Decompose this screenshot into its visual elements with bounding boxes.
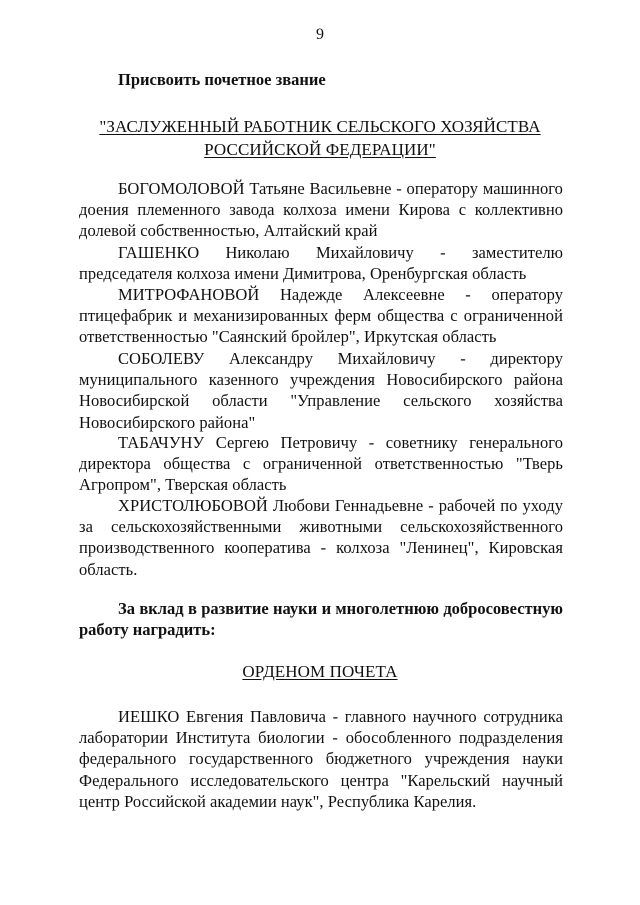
- award-entry-bogomolova: БОГОМОЛОВОЙ Татьяне Васильевне - оператору машинного доения племенного завода колхоза имени Кирова с коллективно долевой собственностью, Алтайский край: [79, 179, 563, 241]
- honorary-title-line-1: "ЗАСЛУЖЕННЫЙ РАБОТНИК СЕЛЬСКОГО ХОЗЯЙСТВА: [99, 117, 541, 136]
- award-intro-heading: Присвоить почетное звание: [118, 70, 326, 89]
- award-entry-gashenko: ГАШЕНКО Николаю Михайловичу - заместителю председателя колхоза имени Димитрова, Оренбургская область: [79, 243, 563, 284]
- order-title-text: ОРДЕНОМ ПОЧЕТА: [242, 662, 398, 681]
- honorary-title-line-2: РОССИЙСКОЙ ФЕДЕРАЦИИ": [204, 140, 436, 159]
- science-award-heading: За вклад в развитие науки и многолетнюю добросовестную работу наградить:: [79, 599, 563, 639]
- order-title: [60, 660, 580, 683]
- award-entry-khristolyubova: ХРИСТОЛЮБОВОЙ Любови Геннадьевне - рабочей по уходу за сельскохозяйственными животными сельскохозяйственного производственного кооператива - колхоза "Ленинец", Кировская область.: [79, 496, 563, 579]
- award-entry-ieshko: ИЕШКО Евгения Павловича - главного научного сотрудника лаборатории Института биологии - обособленного подразделения федерального государственного бюджетного учреждения науки Федерального исследовательского центра "Карельский научный центр Российской академии наук", Республика Карелия.: [79, 707, 563, 811]
- award-entry-tabachun: ТАБАЧУНУ Сергею Петровичу - советнику генерального директора общества с ограниченной ответственностью "Тверь Агропром", Тверская область: [79, 433, 563, 495]
- award-entry-mitrofanova: МИТРОФАНОВОЙ Надежде Алексеевне - оператору птицефабрик и механизированных ферм общества с ограниченной ответственностью "Саянский бройлер", Иркутская область: [79, 285, 563, 347]
- page-number: 9: [316, 26, 324, 43]
- award-entry-sobolev: СОБОЛЕВУ Александру Михайловичу - директору муниципального казенного учреждения Новосибирского района Новосибирской области "Управление сельского хозяйства Новосибирского района": [79, 349, 563, 432]
- honorary-title: [60, 115, 580, 161]
